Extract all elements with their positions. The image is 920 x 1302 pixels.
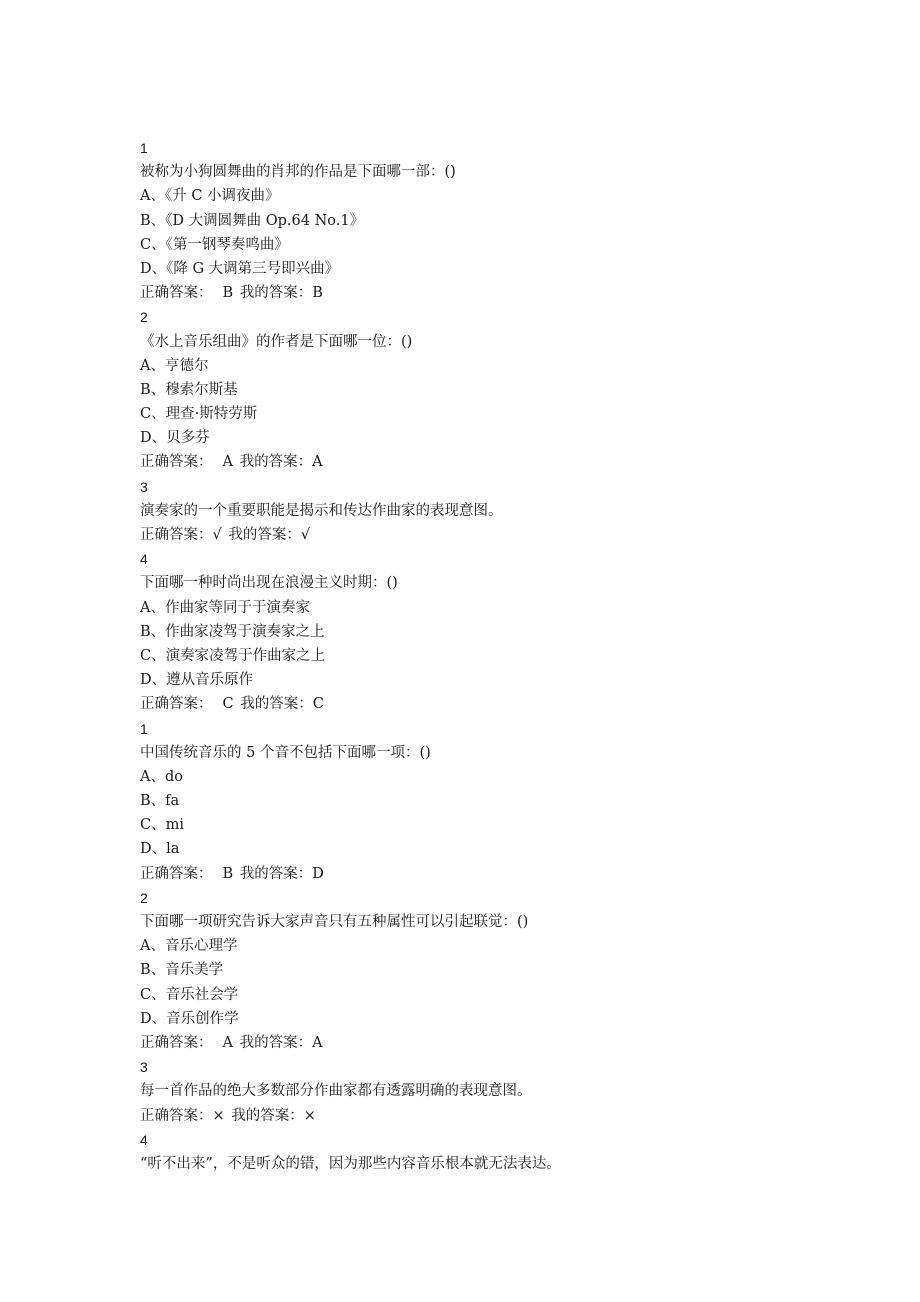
correct-answer-value: A — [222, 454, 233, 471]
my-answer-label: 我的答案： — [239, 1034, 313, 1051]
my-answer-value: √ — [300, 527, 311, 543]
my-answer-value: A — [312, 1034, 323, 1051]
option-c: C、mi — [140, 817, 184, 834]
option-b: B、fa — [140, 793, 180, 810]
my-answer-value: C — [312, 696, 324, 713]
question-text: 被称为小狗圆舞曲的肖邦的作品是下面哪一部：() — [140, 164, 456, 181]
question-number: 1 — [140, 720, 148, 737]
answer-line — [140, 1031, 880, 1055]
correct-answer-label: 正确答案： — [140, 865, 213, 882]
my-answer-label: 我的答案： — [239, 454, 313, 471]
answer-line — [140, 862, 880, 886]
question-text: 中国传统音乐的 5 个音不包括下面哪一项：() — [140, 744, 431, 761]
question-text: “听不出来”，不是听众的错，因为那些内容音乐根本就无法表达。 — [140, 1155, 561, 1172]
question-number: 2 — [140, 309, 148, 326]
my-answer-value: A — [312, 454, 323, 471]
option-b: B、《D 大调圆舞曲 Op.64 No.1》 — [140, 212, 365, 229]
correct-answer-label: 正确答案： — [140, 285, 213, 302]
correct-answer-value: B — [222, 285, 234, 302]
answer-line — [140, 692, 880, 716]
question-text: 演奏家的一个重要职能是揭示和传达作曲家的表现意图。 — [140, 502, 503, 519]
option-c: C、音乐社会学 — [140, 986, 239, 1003]
question-number: 4 — [140, 551, 148, 568]
question-number: 3 — [140, 1059, 148, 1076]
quiz-document — [140, 136, 880, 1176]
question-number: 2 — [140, 889, 148, 906]
question-number: 4 — [140, 1131, 148, 1148]
my-answer-label: 我的答案： — [231, 1107, 304, 1124]
answer-line — [140, 281, 880, 305]
option-a: A、do — [140, 768, 183, 785]
correct-answer-label: 正确答案： — [140, 1107, 213, 1124]
option-c: C、演奏家凌驾于作曲家之上 — [140, 647, 326, 664]
my-answer-label: 我的答案： — [239, 285, 313, 302]
question-text: 《水上音乐组曲》的作者是下面哪一位：() — [140, 333, 413, 350]
correct-answer-label: 正确答案： — [140, 1034, 213, 1051]
correct-answer-label: 正确答案： — [140, 696, 213, 713]
option-a: A、亨德尔 — [140, 357, 209, 374]
answer-line — [140, 523, 880, 547]
correct-answer-value: A — [222, 1034, 233, 1051]
option-a: A、《升 C 小调夜曲》 — [140, 188, 280, 205]
option-b: B、音乐美学 — [140, 962, 224, 979]
option-d: D、la — [140, 841, 180, 858]
question-text: 每一首作品的绝大多数部分作曲家都有透露明确的表现意图。 — [140, 1083, 532, 1100]
option-d: D、遵从音乐原作 — [140, 672, 254, 689]
question-number: 1 — [140, 140, 148, 156]
my-answer-value: D — [312, 865, 324, 882]
option-b: B、作曲家凌驾于演奏家之上 — [140, 623, 325, 640]
correct-answer-label: 正确答案： — [140, 454, 213, 471]
option-a: A、作曲家等同于于演奏家 — [140, 599, 310, 616]
my-answer-value: × — [303, 1107, 316, 1124]
correct-answer-value: C — [222, 696, 234, 713]
option-b: B、穆索尔斯基 — [140, 381, 238, 398]
my-answer-label: 我的答案： — [239, 865, 313, 882]
my-answer-value: B — [312, 285, 323, 302]
question-text: 下面哪一项研究告诉大家声音只有五种属性可以引起联觉：() — [140, 914, 529, 930]
option-a: A、音乐心理学 — [140, 938, 238, 955]
correct-answer-label: 正确答案： — [140, 527, 213, 543]
correct-answer-value: × — [212, 1107, 225, 1124]
option-d: D、贝多芬 — [140, 430, 210, 447]
option-c: C、理查·斯特劳斯 — [140, 406, 258, 423]
correct-answer-value: B — [222, 865, 234, 882]
answer-line — [140, 450, 880, 474]
option-c: C、《第一钢琴奏鸣曲》 — [140, 236, 289, 253]
option-d: D、音乐创作学 — [140, 1010, 239, 1027]
question-number: 3 — [140, 478, 148, 495]
question-text: 下面哪一种时尚出现在浪漫主义时期：() — [140, 575, 398, 592]
correct-answer-value: √ — [212, 527, 222, 543]
option-d: D、《降 G 大调第三号即兴曲》 — [140, 260, 340, 277]
answer-line — [140, 1104, 880, 1128]
my-answer-label: 我的答案： — [240, 696, 313, 713]
my-answer-label: 我的答案： — [228, 527, 301, 543]
